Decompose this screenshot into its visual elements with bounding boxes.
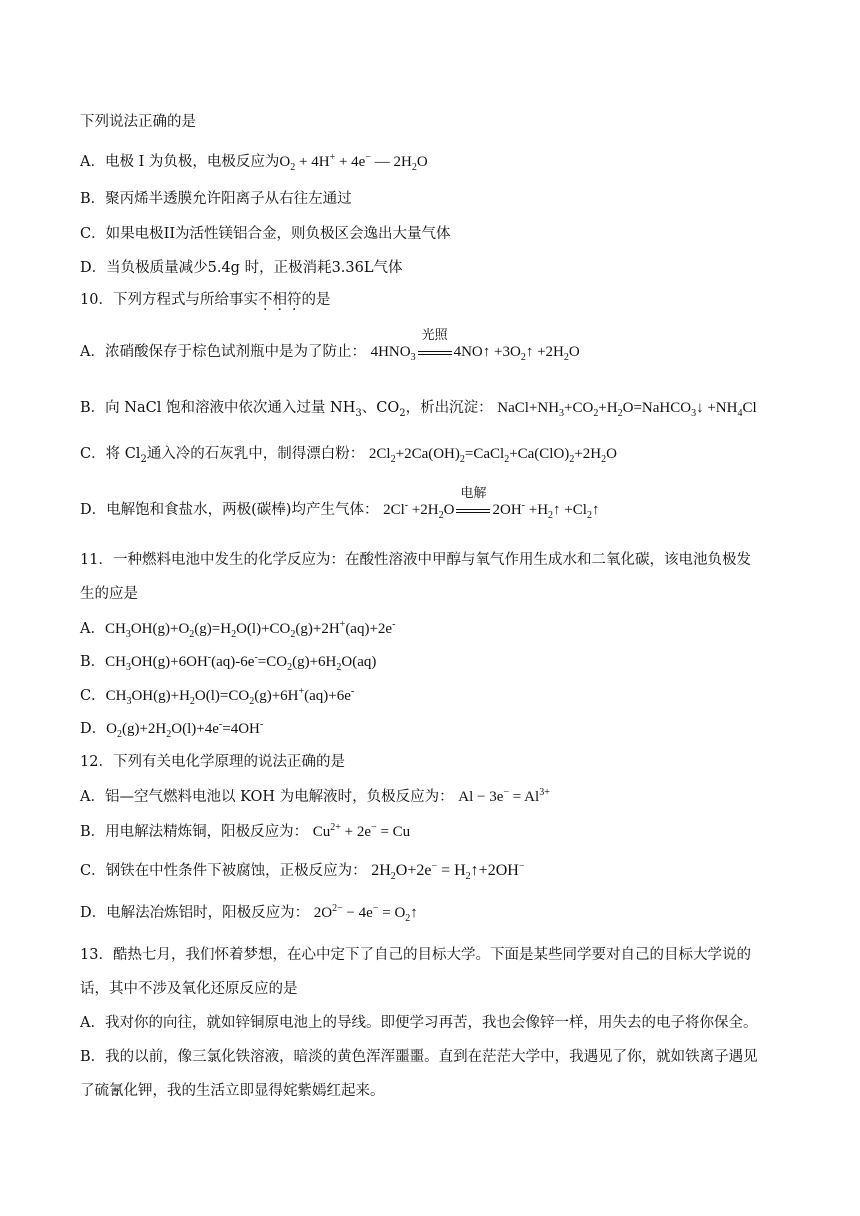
- q11-option-d: D．$O_2(g)+2H_2O(l)+4e^-=4OH^-$: [80, 719, 264, 740]
- q9-option-a-formula: $O_2 + 4H^+ + 4e^-$ — $2H_2O$: [279, 152, 428, 173]
- q12-option-d: [80, 903, 790, 923]
- q13-stem-line-1: 13．酷热七月，我们怀着梦想，在心中定下了自己的目标大学。下面是某些同学要对自己的目标大学说的: [80, 947, 751, 963]
- q10-option-c-mid: 通入冷的石灰乳中，制得漂白粉：: [146, 446, 365, 462]
- q10-option-c-formula: $2Cl_2+2Ca(OH)_2=CaCl_2+Ca(ClO)_2+2H_2O$: [368, 446, 617, 465]
- q11-option-c: C．$CH_3OH(g)+H_2O(l)=CO_2(g)+6H^+(aq)+6e^-$: [80, 686, 355, 707]
- q10-option-d-formula: $2Cl^- +2H_2O$ 电解 $2OH^- +H_2↑$ $+Cl_2↑$: [383, 485, 600, 521]
- q10-option-d-text: D．电解饱和食盐水，两极(碳棒)均产生气体：: [80, 502, 379, 518]
- q10-option-b-text: B．向 NaCl 饱和溶液中依次通入过量 NH: [80, 400, 356, 416]
- q10-emphasis-char-1: 不: [257, 292, 273, 308]
- q10-stem: [80, 290, 790, 310]
- q10-option-b-formula: $NaCl+NH_3+CO_2+H_2O=NaHCO_3↓ +NH_4Cl$: [497, 400, 757, 419]
- q12-option-c-text: C．钢铁在中性条件下被腐蚀，正极反应为：: [80, 863, 367, 879]
- q11-stem-line-2: 生的应是: [80, 586, 138, 602]
- q11-option-a: A．$CH_3OH(g)+O_2(g)=H_2O(l)+CO_2(g)+2H^+(aq)+2e^-$: [80, 619, 396, 640]
- q12-stem: 12．下列有关电化学原理的说法正确的是: [80, 754, 345, 770]
- q9-stem: 下列说法正确的是: [80, 114, 196, 130]
- q9-option-c: C．如果电极II为活性镁铝合金，则负极区会逸出大量气体: [80, 226, 451, 242]
- q12-option-b: [80, 822, 790, 842]
- q12-option-c-formula: $2H_2O+2e^-$ = $H_2↑+2OH^-$: [371, 860, 525, 883]
- q10-option-c-text: C．将 Cl: [80, 446, 141, 462]
- q10-d-condition: 电解: [460, 485, 487, 500]
- q10-option-c: C．将 $Cl_2$通入冷的石灰乳中，制得漂白粉： $2Cl_2+2Ca(OH)_2=CaCl_2+Ca(ClO)_2+2H_2O$: [80, 446, 617, 465]
- q12-option-d-text: D．电解法冶炼铝时，阳极反应为：: [80, 905, 310, 921]
- q10-option-b: B．向 NaCl 饱和溶液中依次通入过量 $NH_3$、$CO_2$，析出沉淀： $NaCl+NH_3+CO_2+H_2O=NaHCO_3↓ +NH_4Cl$: [80, 400, 757, 419]
- q12-option-a: [80, 787, 790, 807]
- q12-option-c: [80, 861, 790, 881]
- q13-stem-line-2: 话，其中不涉及氧化还原反应的是: [80, 981, 298, 997]
- q12-option-a-formula: $Al - 3e^- = Al^{3+}$: [458, 787, 550, 805]
- q10-a-condition: 光照: [421, 327, 448, 342]
- q13-option-a: A．我对你的向往，就如锌铜原电池上的导线。即便学习再苦，我也会像锌一样，用失去的电子将你保全。: [80, 1015, 758, 1031]
- q9-option-a: [80, 152, 790, 172]
- q13-option-b-line-2: 了硫氰化钾，我的生活立即显得姹紫嫣红起来。: [80, 1083, 385, 1099]
- q10-stem-text: 10．下列方程式与所给事实: [80, 292, 258, 308]
- q12-option-d-formula: $2O^{2-} - 4e^-$ = $O_2↑$: [313, 903, 418, 924]
- q10-option-b-sep: 、CO: [361, 400, 400, 416]
- q10-option-a-text: A．浓硝酸保存于棕色试剂瓶中是为了防止：: [80, 344, 366, 360]
- q10-emphasis-char-2: 相: [272, 292, 287, 308]
- q12-option-a-text: A．铝—空气燃料电池以 KOH 为电解液时，负极反应为：: [80, 789, 454, 805]
- q12-option-b-formula: $Cu^{2+} + 2e^- = Cu$: [312, 822, 411, 840]
- q9-option-b: B．聚丙烯半透膜允许阳离子从右往左通过: [80, 191, 352, 207]
- q11-option-b: B．$CH_3OH(g)+6OH^-(aq)-6e^-=CO_2(g)+6H_2O(aq)$: [80, 652, 377, 673]
- q12-option-b-text: B．用电解法精炼铜，阳极反应为：: [80, 824, 309, 840]
- q10-stem-suffix: 的是: [301, 292, 331, 308]
- q10-option-b-after: ，析出沉淀：: [405, 400, 493, 416]
- q10-emphasis-char-3: 符: [286, 292, 302, 308]
- q9-option-d: D．当负极质量减少5.4g 时，正极消耗3.36L气体: [80, 260, 403, 276]
- q13-option-b-line-1: B．我的以前，像三氯化铁溶液，暗淡的黄色浑浑噩噩。直到在茫茫大学中，我遇见了你，就如铁离子遇见: [80, 1049, 758, 1065]
- q10-option-a: [80, 327, 790, 363]
- q10-option-d: [80, 485, 790, 521]
- q11-stem-line-1: 11．一种燃料电池中发生的化学反应为：在酸性溶液中甲醇与氧气作用生成水和二氧化碳，该电池负极发: [80, 552, 751, 568]
- q9-option-a-text: A．电极 I 为负极，电极反应为: [80, 154, 280, 170]
- q10-option-a-formula: $4HNO_3$ 光照 4NO↑ $+3O_2↑ +2H_2O$: [370, 327, 580, 363]
